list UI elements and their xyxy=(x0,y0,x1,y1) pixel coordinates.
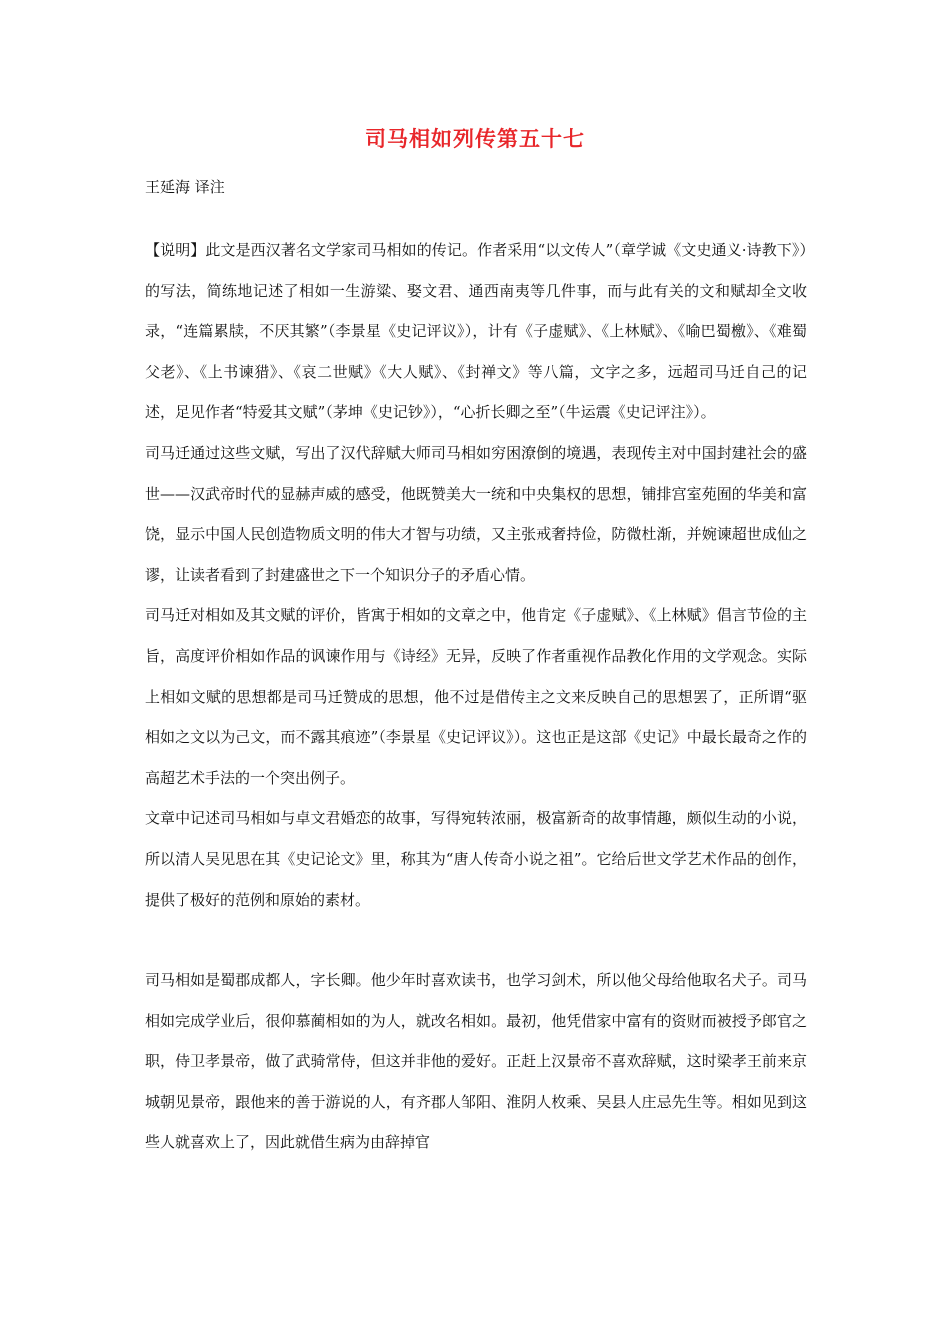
paragraph-analysis-3: 文章中记述司马相如与卓文君婚恋的故事，写得宛转浓丽，极富新奇的故事情趣，颇似生动的小说，所以清人吴见思在其《史记论文》里，称其为“唐人传奇小说之祖”。它给后世文学艺术作品的创作，提供了极好的范例和原始的素材。 xyxy=(145,809,807,909)
document-body xyxy=(145,230,807,1163)
paragraph-explanation: 【说明】此文是西汉著名文学家司马相如的传记。作者采用“以文传人”（章学诚《文史通义·诗教下》）的写法，简练地记述了相如一生游粱、娶文君、通西南夷等几件事，而与此有关的文和赋却全文收录，“连篇累牍，不厌其繁”（李景星《史记评议》），计有《子虚赋》、《上林赋》、《喻巴蜀檄》、《难蜀父老》、《上书谏猎》、《哀二世赋》《大人赋》、《封禅文》等八篇，文字之多，远超司马迁自己的记述，足见作者“特爱其文赋”（茅坤《史记钞》），“心折长卿之至”（牛运震《史记评注》）。 xyxy=(145,241,807,422)
paragraph-translation: 司马相如是蜀郡成都人，字长卿。他少年时喜欢读书，也学习剑术，所以他父母给他取名犬子。司马相如完成学业后，很仰慕蔺相如的为人，就改名相如。最初，他凭借家中富有的资财而被授予郎官之职，侍卫孝景帝，做了武骑常侍，但这并非他的爱好。正赶上汉景帝不喜欢辞赋，这时梁孝王前来京城朝见景帝，跟他来的善于游说的人，有齐郡人邹阳、淮阴人枚乘、吴县人庄忌先生等。相如见到这些人就喜欢上了，因此就借生病为由辞掉官 xyxy=(145,971,807,1152)
author-line: 王延海 译注 xyxy=(145,178,225,196)
page-title: 司马相如列传第五十七 xyxy=(365,126,585,151)
paragraph-analysis-1: 司马迁通过这些文赋，写出了汉代辞赋大师司马相如穷困潦倒的境遇，表现传主对中国封建社会的盛世——汉武帝时代的显赫声威的感受，他既赞美大一统和中央集权的思想，铺排宫室苑囿的华美和富饶，显示中国人民创造物质文明的伟大才智与功绩，又主张戒奢持俭，防微杜渐，并婉谏超世成仙之谬，让读者看到了封建盛世之下一个知识分子的矛盾心情。 xyxy=(145,443,807,584)
paragraph-analysis-2: 司马迁对相如及其文赋的评价，皆寓于相如的文章之中，他肯定《子虚赋》、《上林赋》倡言节俭的主旨，高度评价相如作品的讽谏作用与《诗经》无异，反映了作者重视作品教化作用的文学观念。实际上相如文赋的思想都是司马迁赞成的思想，他不过是借传主之文来反映自己的思想罢了，正所谓“驱相如之文以为己文，而不露其痕迹”（李景星《史记评议》）。这也正是这部《史记》中最长最奇之作的高超艺术手法的一个突出例子。 xyxy=(145,606,807,787)
